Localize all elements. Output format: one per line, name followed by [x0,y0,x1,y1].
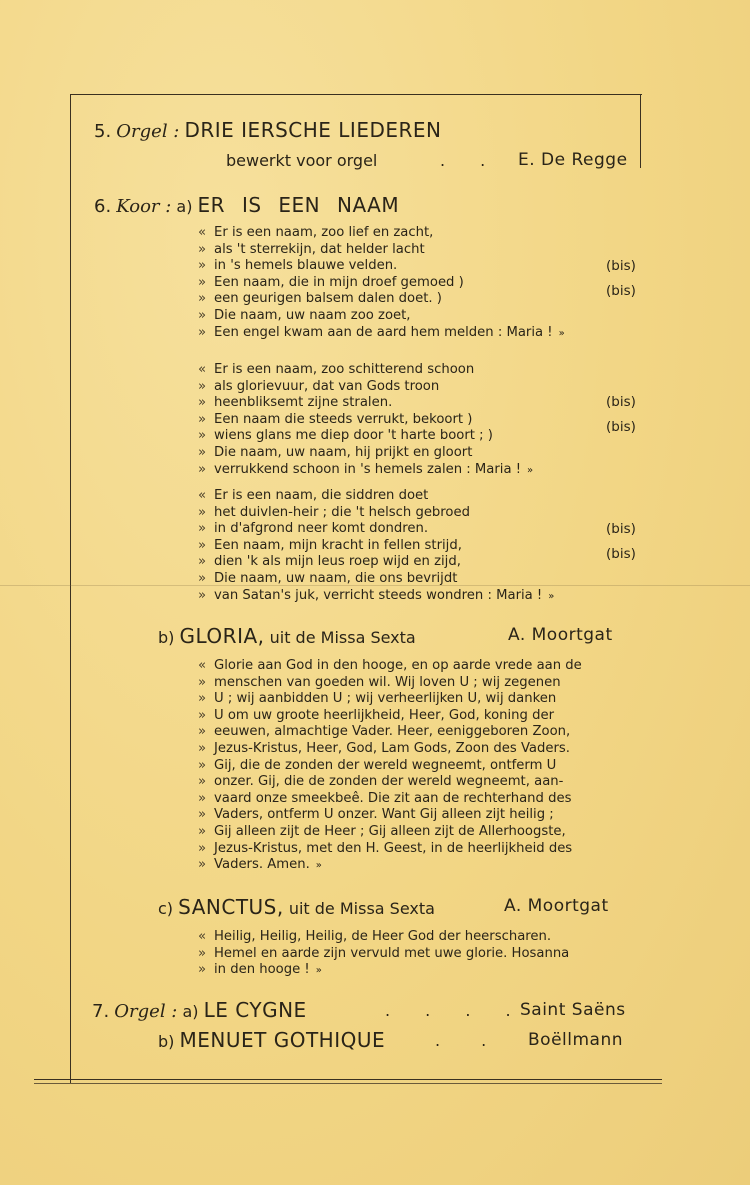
verse-text: Er is een naam, die siddren doet [214,488,429,503]
verse-line [198,538,554,555]
item5-number: 5. [94,121,112,142]
item6-b-title: GLORIA, [179,624,265,648]
verse-line [198,462,533,479]
quote-mark: » [198,840,207,856]
verse-line [198,488,554,505]
verse-text: U ; wij aanbidden U ; wij verheerlijken U, wij danken [214,691,557,707]
quote-mark: » [198,521,207,537]
closing-quote: » [548,590,555,602]
item7-a-title: LE CYGNE [203,998,307,1022]
quote-mark: » [198,691,207,707]
quote-mark: » [198,587,207,603]
verse-text: Gij alleen zijt de Heer ; Gij alleen zijt de Allerhoogste, [214,823,566,839]
bis-marker: (bis) [606,283,636,299]
item6-number: 6. [94,196,112,217]
quote-mark: « [198,488,207,503]
verse-line [198,445,533,462]
verse-text: in 's hemels blauwe velden. [214,258,398,274]
verse-text: verrukkend schoon in 's hemels zalen : Maria ! [214,461,522,477]
stanza-1 [198,225,565,341]
verse-line [198,308,565,325]
verse-text: Er is een naam, zoo schitterend schoon [214,362,475,377]
sanctus-text [198,929,569,979]
verse-line [198,521,554,538]
verse-line [198,275,565,292]
closing-quote: » [315,965,322,977]
item7-heading [92,998,307,1022]
quote-mark: » [198,307,207,323]
verse-line [198,946,569,963]
verse-text: wiens glans me diep door 't harte boort ; ) [214,428,493,444]
verse-line [198,291,565,308]
stanza-2 [198,362,533,478]
quote-mark: » [198,324,207,340]
item5-performer: Orgel : [116,121,180,142]
item6-c-title: SANCTUS, [178,895,284,919]
verse-line [198,675,582,692]
verse-text: in d'afgrond neer komt dondren. [214,521,429,537]
closing-quote: » [558,327,565,339]
verse-line [198,588,554,605]
quote-mark: » [198,774,207,790]
verse-line [198,658,582,675]
verse-line [198,571,554,588]
verse-line [198,412,533,429]
quote-mark: » [198,570,207,586]
item7-b-dots: . . [435,1031,487,1050]
quote-mark: » [198,537,207,553]
quote-mark: » [198,428,207,444]
bis-marker: (bis) [606,419,636,435]
bis-marker: (bis) [606,546,636,562]
quote-mark: » [198,823,207,839]
verse-line [198,857,582,874]
verse-text: Glorie aan God in den hooge, en op aarde vrede aan de [214,658,582,673]
verse-line [198,774,582,791]
item7-b-composer: Boëllmann [528,1030,623,1050]
verse-text: Die naam, uw naam, die ons bevrijdt [214,570,458,586]
item7-performer: Orgel : [114,1001,178,1022]
verse-line [198,225,565,242]
verse-text: dien 'k als mijn leus roep wijd en zijd, [214,554,461,570]
verse-text: Hemel en aarde zijn vervuld met uwe glorie. Hosanna [214,945,570,961]
quote-mark: » [198,724,207,740]
verse-text: het duivlen-heir ; die 't helsch gebroed [214,504,470,520]
verse-text: Jezus-Kristus, met den H. Geest, in de heerlijkheid des [214,840,573,856]
quote-mark: » [198,504,207,520]
quote-mark: « [198,225,207,240]
verse-line [198,929,569,946]
item7-a-composer: Saint Saëns [520,1000,626,1020]
verse-line [198,791,582,808]
verse-text: Een naam, die in mijn droef gemoed ) [214,274,464,290]
quote-mark: » [198,274,207,290]
quote-mark: » [198,241,207,257]
item5-heading [94,118,442,142]
verse-text: U om uw groote heerlijkheid, Heer, God, koning der [214,707,555,723]
frame-left-rule [70,94,71,1084]
verse-line [198,807,582,824]
item5-subtitle: bewerkt voor orgel [226,151,378,170]
item6-performer: Koor : [116,196,172,217]
quote-mark: « [198,362,207,377]
item6-a-label: a) [176,197,193,216]
item7-b-heading [158,1028,385,1052]
bis-marker: (bis) [606,521,636,537]
verse-text: een geurigen balsem dalen doet. ) [214,291,442,307]
item6-b-heading [158,624,416,648]
item7-b-title: MENUET GOTHIQUE [179,1028,386,1052]
verse-line [198,758,582,775]
verse-text: heenbliksemt zijne stralen. [214,395,393,411]
item6-b-composer: A. Moortgat [508,625,613,645]
verse-text: Vaders, ontferm U onzer. Want Gij alleen zijt heilig ; [214,807,554,823]
verse-text: Jezus-Kristus, Heer, God, Lam Gods, Zoon des Vaders. [214,740,570,756]
verse-text: menschen van goeden wil. Wij loven U ; wij zegenen [214,674,561,690]
bis-marker: (bis) [606,258,636,274]
frame-bottom-rule-thin [34,1083,662,1084]
quote-mark: » [198,757,207,773]
quote-mark: » [198,444,207,460]
frame-top-rule [70,94,642,95]
item6-c-subtitle: uit de Missa Sexta [288,899,435,918]
gloria-text [198,658,582,874]
item7-b-label: b) [158,1032,175,1051]
item6-c-composer: A. Moortgat [504,896,609,916]
verse-line [198,242,565,259]
quote-mark: » [198,461,207,477]
quote-mark: » [198,554,207,570]
verse-line [198,841,582,858]
verse-line [198,691,582,708]
verse-line [198,395,533,412]
item6-c-label: c) [158,899,174,918]
item5-title: DRIE IERSCHE LIEDEREN [184,118,442,142]
closing-quote: » [315,860,322,872]
item7-a-dots: . . . . [385,1001,511,1020]
quote-mark: » [198,962,207,978]
verse-line [198,554,554,571]
verse-text: Een naam die steeds verrukt, bekoort ) [214,411,473,427]
verse-line [198,824,582,841]
quote-mark: » [198,674,207,690]
verse-line [198,258,565,275]
item6-c-heading [158,895,435,919]
quote-mark: » [198,258,207,274]
item7-a-label: a) [182,1002,199,1021]
verse-line [198,379,533,396]
verse-text: Gij, die de zonden der wereld wegneemt, ontferm U [214,757,557,773]
verse-line [198,325,565,342]
verse-text: vaard onze smeekbeê. Die zit aan de rechterhand des [214,790,572,806]
verse-text: eeuwen, almachtige Vader. Heer, eeniggeboren Zoon, [214,724,571,740]
verse-text: Vaders. Amen. [214,857,310,873]
verse-text: van Satan's juk, verricht steeds wondren : Maria ! [214,587,543,603]
verse-text: Die naam, uw naam, hij prijkt en gloort [214,444,473,460]
verse-line [198,962,569,979]
frame-bottom-rule [34,1079,662,1080]
bis-marker: (bis) [606,394,636,410]
quote-mark: » [198,378,207,394]
verse-line [198,362,533,379]
quote-mark: » [198,411,207,427]
stanza-3 [198,488,554,604]
verse-text: in den hooge ! [214,962,310,978]
item6-b-subtitle: uit de Missa Sexta [269,628,416,647]
quote-mark: » [198,291,207,307]
quote-mark: » [198,707,207,723]
item6-heading [94,193,399,217]
closing-quote: » [527,464,534,476]
verse-text: als glorievuur, dat van Gods troon [214,378,440,394]
quote-mark: » [198,807,207,823]
quote-mark: « [198,929,207,944]
item6-a-title: ER IS EEN NAAM [197,193,400,217]
verse-text: onzer. Gij, die de zonden der wereld wegneemt, aan- [214,774,564,790]
verse-line [198,428,533,445]
quote-mark: » [198,395,207,411]
verse-line [198,724,582,741]
quote-mark: » [198,857,207,873]
verse-line [198,505,554,522]
item7-number: 7. [92,1001,110,1022]
quote-mark: » [198,740,207,756]
quote-mark: » [198,945,207,961]
verse-text: Heilig, Heilig, Heilig, de Heer God der heerscharen. [214,929,552,944]
verse-text: Een naam, mijn kracht in fellen strijd, [214,537,462,553]
verse-line [198,708,582,725]
item6-b-label: b) [158,628,175,647]
frame-right-rule [640,94,641,168]
verse-text: Een engel kwam aan de aard hem melden : Maria ! [214,324,553,340]
verse-text: Die naam, uw naam zoo zoet, [214,307,411,323]
quote-mark: « [198,658,207,673]
item5-dots: . . [440,151,486,170]
quote-mark: » [198,790,207,806]
verse-line [198,741,582,758]
item5-composer: E. De Regge [518,150,628,170]
verse-text: Er is een naam, zoo lief en zacht, [214,225,434,240]
verse-text: als 't sterrekijn, dat helder lacht [214,241,425,257]
